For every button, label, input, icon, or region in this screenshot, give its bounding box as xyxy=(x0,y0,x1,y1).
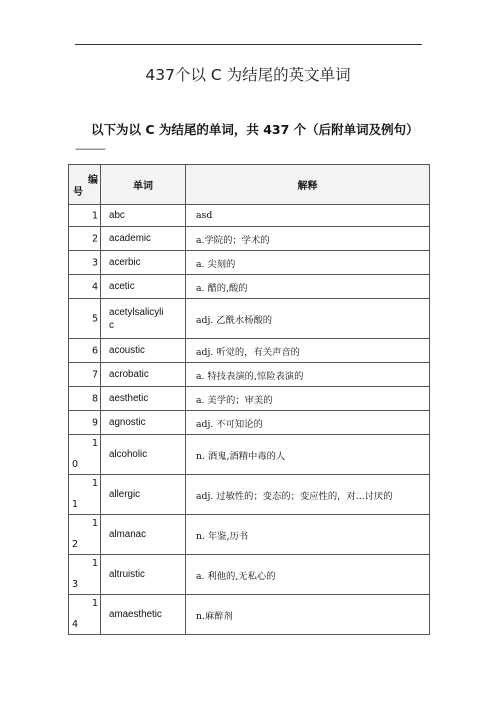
row-meaning: n.麻醉剂 xyxy=(186,595,430,635)
row-meaning: a. 美学的；审美的 xyxy=(186,387,430,411)
table-row xyxy=(69,411,430,435)
row-number: 1 0 xyxy=(69,435,101,475)
table-row xyxy=(69,435,430,475)
row-word: acerbic xyxy=(101,251,186,275)
table-row xyxy=(69,515,430,555)
table-row xyxy=(69,299,430,339)
row-meaning: a. 尖刻的 xyxy=(186,251,430,275)
word-table xyxy=(68,164,430,635)
row-word: aesthetic xyxy=(101,387,186,411)
row-number: 1 1 xyxy=(69,475,101,515)
row-meaning: a.学院的；学术的 xyxy=(186,227,430,251)
table-row xyxy=(69,227,430,251)
row-word: acetylsalicyli c xyxy=(101,299,186,339)
row-word: academic xyxy=(101,227,186,251)
table-row xyxy=(69,339,430,363)
row-number: 5 xyxy=(69,299,101,339)
row-meaning: asd xyxy=(186,205,430,227)
table-row xyxy=(69,251,430,275)
row-meaning: a. 特技表演的,惊险表演的 xyxy=(186,363,430,387)
row-word: abc xyxy=(101,205,186,227)
table-row xyxy=(69,595,430,635)
row-meaning: adj. 听觉的，有关声音的 xyxy=(186,339,430,363)
table-row xyxy=(69,205,430,227)
row-number: 1 4 xyxy=(69,595,101,635)
row-word: acetic xyxy=(101,275,186,299)
table-row xyxy=(69,363,430,387)
intro-paragraph: 以下为以 C 为结尾的单词，共 437 个（后附单词及例句） xyxy=(91,122,419,137)
row-number: 2 xyxy=(69,227,101,251)
header-meaning: 解释 xyxy=(186,165,430,205)
row-word: acoustic xyxy=(101,339,186,363)
row-meaning: a. 利他的,无私心的 xyxy=(186,555,430,595)
row-meaning: a. 醋的,酸的 xyxy=(186,275,430,299)
row-word: almanac xyxy=(101,515,186,555)
row-number: 1 xyxy=(69,205,101,227)
row-number: 4 xyxy=(69,275,101,299)
document-title: 437个以 C 为结尾的英文单词 xyxy=(145,66,351,84)
intro-dash: ——— xyxy=(75,142,105,155)
row-number: 3 xyxy=(69,251,101,275)
row-number: 6 xyxy=(69,339,101,363)
table-row xyxy=(69,275,430,299)
row-word: altruistic xyxy=(101,555,186,595)
row-meaning: adj. 乙酰水杨酸的 xyxy=(186,299,430,339)
row-number: 7 xyxy=(69,363,101,387)
header-rule xyxy=(75,44,422,45)
row-word: allergic xyxy=(101,475,186,515)
row-word: amaesthetic xyxy=(101,595,186,635)
row-number: 9 xyxy=(69,411,101,435)
row-word: acrobatic xyxy=(101,363,186,387)
row-number: 1 2 xyxy=(69,515,101,555)
row-number: 8 xyxy=(69,387,101,411)
row-number: 1 3 xyxy=(69,555,101,595)
table-header-row xyxy=(69,165,430,205)
table-row xyxy=(69,387,430,411)
header-number: 编 号 xyxy=(69,165,101,205)
row-meaning: n. 酒鬼,酒精中毒的人 xyxy=(186,435,430,475)
table-row xyxy=(69,555,430,595)
header-word: 单词 xyxy=(101,165,186,205)
row-word: agnostic xyxy=(101,411,186,435)
row-meaning: adj. 不可知论的 xyxy=(186,411,430,435)
row-meaning: adj. 过敏性的；变态的；变应性的，对...讨厌的 xyxy=(186,475,430,515)
row-word: alcoholic xyxy=(101,435,186,475)
row-meaning: n. 年鉴,历书 xyxy=(186,515,430,555)
table-row xyxy=(69,475,430,515)
